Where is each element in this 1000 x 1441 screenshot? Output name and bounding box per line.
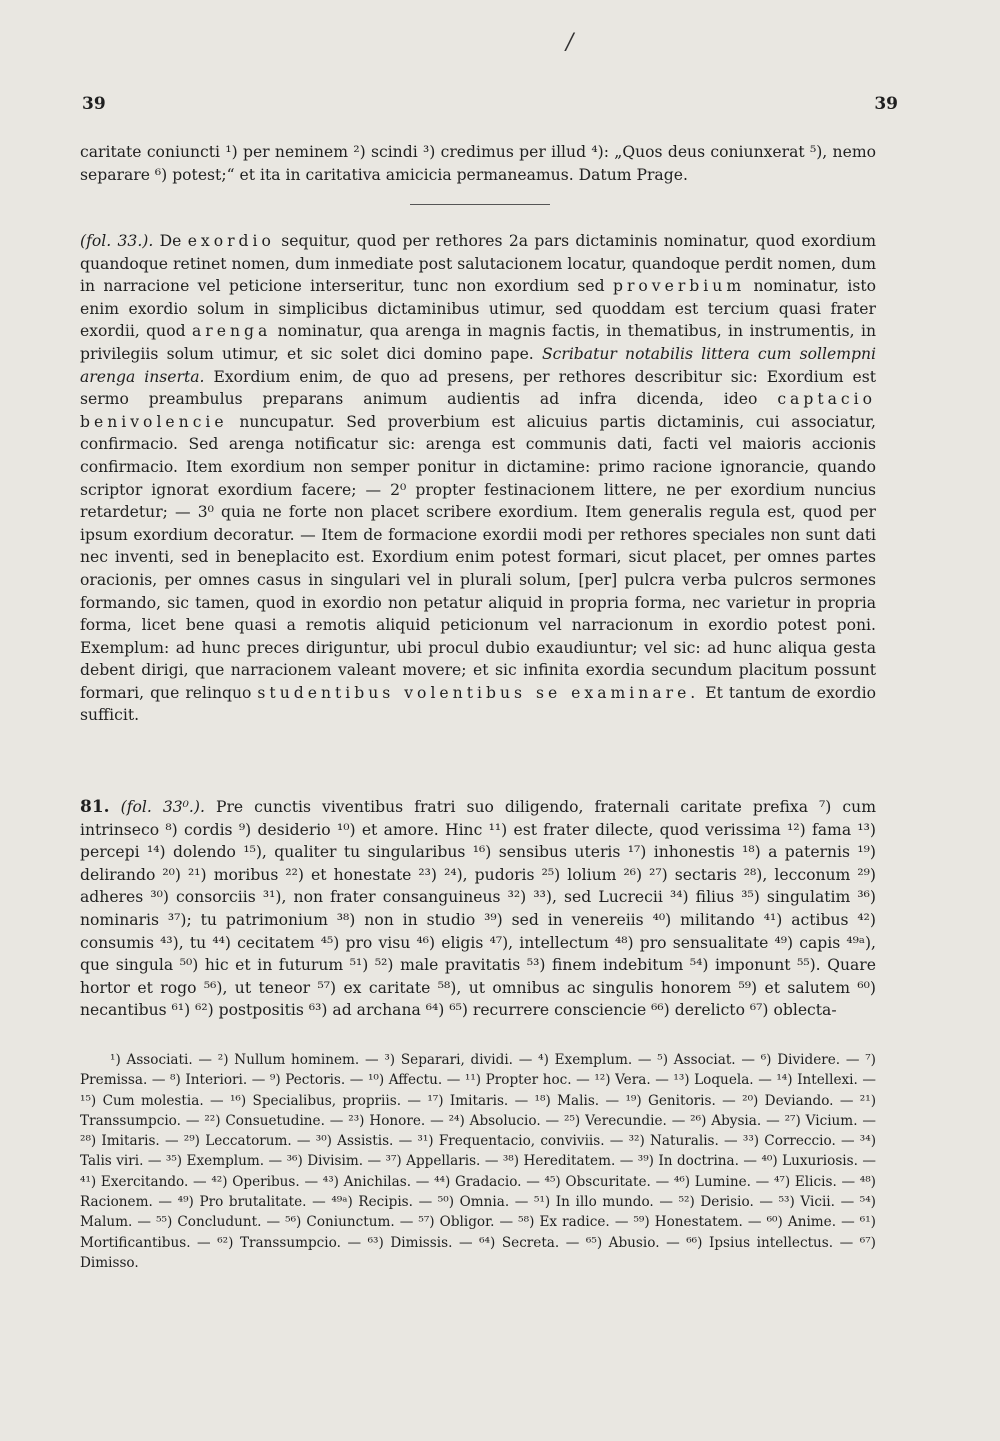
folio-reference: (fol. 33.). [80, 232, 154, 250]
text-run: De [153, 232, 188, 250]
letter-number: 81. [80, 797, 110, 817]
page-number-left: 39 [82, 94, 106, 114]
paragraph-2-text [80, 230, 876, 727]
paragraph-closing-letter [80, 141, 876, 186]
section-divider [410, 204, 550, 205]
pencil-mark: / [566, 30, 574, 55]
paragraph-3-text [80, 796, 876, 1022]
footnotes [80, 1050, 876, 1273]
text-run: nominatur, isto enim exordio solum in simplicibus dictaminibus utimur, sed quoddam est tercium quasi frater exordii, quod [80, 277, 876, 341]
folio-reference: (fol. 33⁰.). [109, 798, 205, 816]
footnotes-text: ¹) Associati. — ²) Nullum hominem. — ³) Separari, dividi. — ⁴) Exemplum. — ⁵) Associat. — ⁶) Dividere. — ⁷) Premissa. — ⁸) Interiori. — ⁹) Pectoris. — ¹⁰) Affectu. — ¹¹) Propter hoc. — ¹²) Vera. — ¹³) Loquela. — ¹⁴) Intellexi. — ¹⁵) Cum molestia. — ¹⁶) Specialibus, propriis. — ¹⁷) Imitaris. — ¹⁸) Malis. — ¹⁹) Genitoris. — ²⁰) Deviando. — ²¹) Transsumpcio. — ²²) Consuetudine. — ²³) Honore. — ²⁴) Absolucio. — ²⁵) Verecundie. — ²⁶) Abysia. — ²⁷) Vicium. — ²⁸) Imitaris. — ²⁹) Leccatorum. — ³⁰) Assistis. — ³¹) Frequentacio, conviviis. — ³²) Naturalis. — ³³) Correccio. — ³⁴) Talis viri. — ³⁵) Exemplum. — ³⁶) Divisim. — ³⁷) Appellaris. — ³⁸) Hereditatem. — ³⁹) In doctrina. — ⁴⁰) Luxuriosis. — ⁴¹) Exercitando. — ⁴²) Operibus. — ⁴³) Anichilas. — ⁴⁴) Gradacio. — ⁴⁵) Obscuritate. — ⁴⁶) Lumine. — ⁴⁷) Elicis. — ⁴⁸) Racionem. — ⁴⁹) Pro brutalitate. — ⁴⁹ᵃ) Recipis. — ⁵⁰) Omnia. — ⁵¹) In illo mundo. — ⁵²) Derisio. — ⁵³) Vicii. — ⁵⁴) Malum. — ⁵⁵) Concludunt. — ⁵⁶) Coniunctum. — ⁵⁷) Obligor. — ⁵⁸) Ex radice. — ⁵⁹) Honestatem. — ⁶⁰) Anime. — ⁶¹) Mortificantibus. — ⁶²) Transsumpcio. — ⁶³) Dimissis. — ⁶⁴) Secreta. — ⁶⁵) Abusio. — ⁶⁶) Ipsius intellectus. — ⁶⁷) Dimisso. [80, 1052, 876, 1271]
spaced-term-captacio: captacio benivolencie [80, 390, 876, 431]
spaced-term-arenga: arenga [191, 322, 272, 341]
paragraph-de-exordio [80, 230, 876, 727]
text-run: Exordium enim, de quo ad presens, per rethores describitur sic: Exordium est sermo preambulus preparans animum audientis ad infra dicenda, ideo [80, 367, 876, 409]
page-number-right: 39 [874, 94, 898, 114]
italic-instruction: Scribatur notabilis littera cum sollempni arenga inserta. [80, 344, 876, 386]
text-run: Et tantum de exordio sufficit. [80, 683, 876, 725]
text-run: Pre cunctis viventibus fratri suo diligendo, fraternali caritate prefixa ⁷) cum intrinseco ⁸) cordis ⁹) desiderio ¹⁰) et amore. Hinc ¹¹) est frater dilecte, quod verissima ¹²) fama ¹³) percepi ¹⁴) dolendo ¹⁵), qualiter tu singularibus ¹⁶) sensibus uteris ¹⁷) inhonestis ¹⁸) a paternis ¹⁹) delirando ²⁰) ²¹) moribus ²²) et honestate ²³) ²⁴), pudoris ²⁵) lolium ²⁶) ²⁷) sectaris ²⁸), lecconum ²⁹) adheres ³⁰) consorciis ³¹), non frater consanguineus ³²) ³³), sed Lucrecii ³⁴) filius ³⁵) singulatim ³⁶) nominaris ³⁷); tu patrimonium ³⁸) non in studio ³⁹) sed in venereiis ⁴⁰) militando ⁴¹) actibus ⁴²) consumis ⁴³), tu ⁴⁴) cecitatem ⁴⁵) pro visu ⁴⁶) eligis ⁴⁷), intellectum ⁴⁸) pro sensualitate ⁴⁹) capis ⁴⁹ᵃ), que singula ⁵⁰) hic et in futurum ⁵¹) ⁵²) male pravitatis ⁵³) finem indebitum ⁵⁴) imponunt ⁵⁵). Quare hortor et rogo ⁵⁶), ut teneor ⁵⁷) ex caritate ⁵⁸), ut omnibus ac singulis honorem ⁵⁹) et salutem ⁶⁰) necantibus ⁶¹) ⁶²) postpositis ⁶³) ad archana ⁶⁴) ⁶⁵) recurrere consciencie ⁶⁶) derelicto ⁶⁷) oblecta- [80, 798, 876, 1020]
spaced-term-studentibus: studentibus volentibus se examinare. [257, 683, 700, 702]
text-run: nominatur, qua arenga in magnis factis, in thematibus, in instrumentis, in privilegiis solum utimur, et sic solet dici domino pape. [80, 322, 876, 363]
spaced-term-proverbium: proverbium [612, 277, 746, 296]
paragraph-1-text: caritate coniuncti ¹) per neminem ²) scindi ³) credimus per illud ⁴): „Quos deus coniunxerat ⁵), nemo separare ⁶) potest;“ et ita in caritativa amicicia permaneamus. Datum Prage. [80, 143, 876, 184]
paragraph-letter-81 [80, 796, 876, 1022]
text-run: sequitur, quod per rethores 2a pars dictaminis nominatur, quod exordium quandoque retinet nomen, dum inmediate post salutacionem locatur, quandoque perdit nomen, dum in narracione vel peticione interseritur, tunc non exordium sed [80, 232, 876, 296]
text-run: nuncupatur. Sed proverbium est alicuius partis dictaminis, cui associatur, confirmacio. Sed arenga notificatur sic: arenga est communis dati, facti vel maioris accionis confirmacio. Item exordium non semper ponitur in dictamine: primo racione ignorancie, quando scriptor ignorat exordium facere; — 2⁰ propter festinacionem littere, ne per exordium nuncius retardetur; — 3⁰ quia ne forte non placet scribere exordium. Item generalis regula est, quod per ipsum exordium decoratur. — Item de formacione exordii modi per rethores speciales non sunt dati nec inventi, sed in beneplacito est. Exordium enim potest formari, sicut placet, per omnes partes oracionis, per omnes casus in singulari vel in plurali solum, [per] pulcra verba pulcros sermones formando, sic tamen, quod in exordio non petatur aliquid in propria forma, nec varietur in propria forma, licet bene quasi a remotis aliquid peticionum vel narracionum in exordio potest poni. Exemplum: ad hunc preces diriguntur, ubi procul dubio exaudiuntur; vel sic: ad hunc aliqua gesta debent dirigi, que narracionem valeant movere; et sic infinita exordia secundum placitum possunt formari, que relinquo [80, 412, 876, 702]
spaced-term-exordio: exordio [187, 232, 275, 250]
